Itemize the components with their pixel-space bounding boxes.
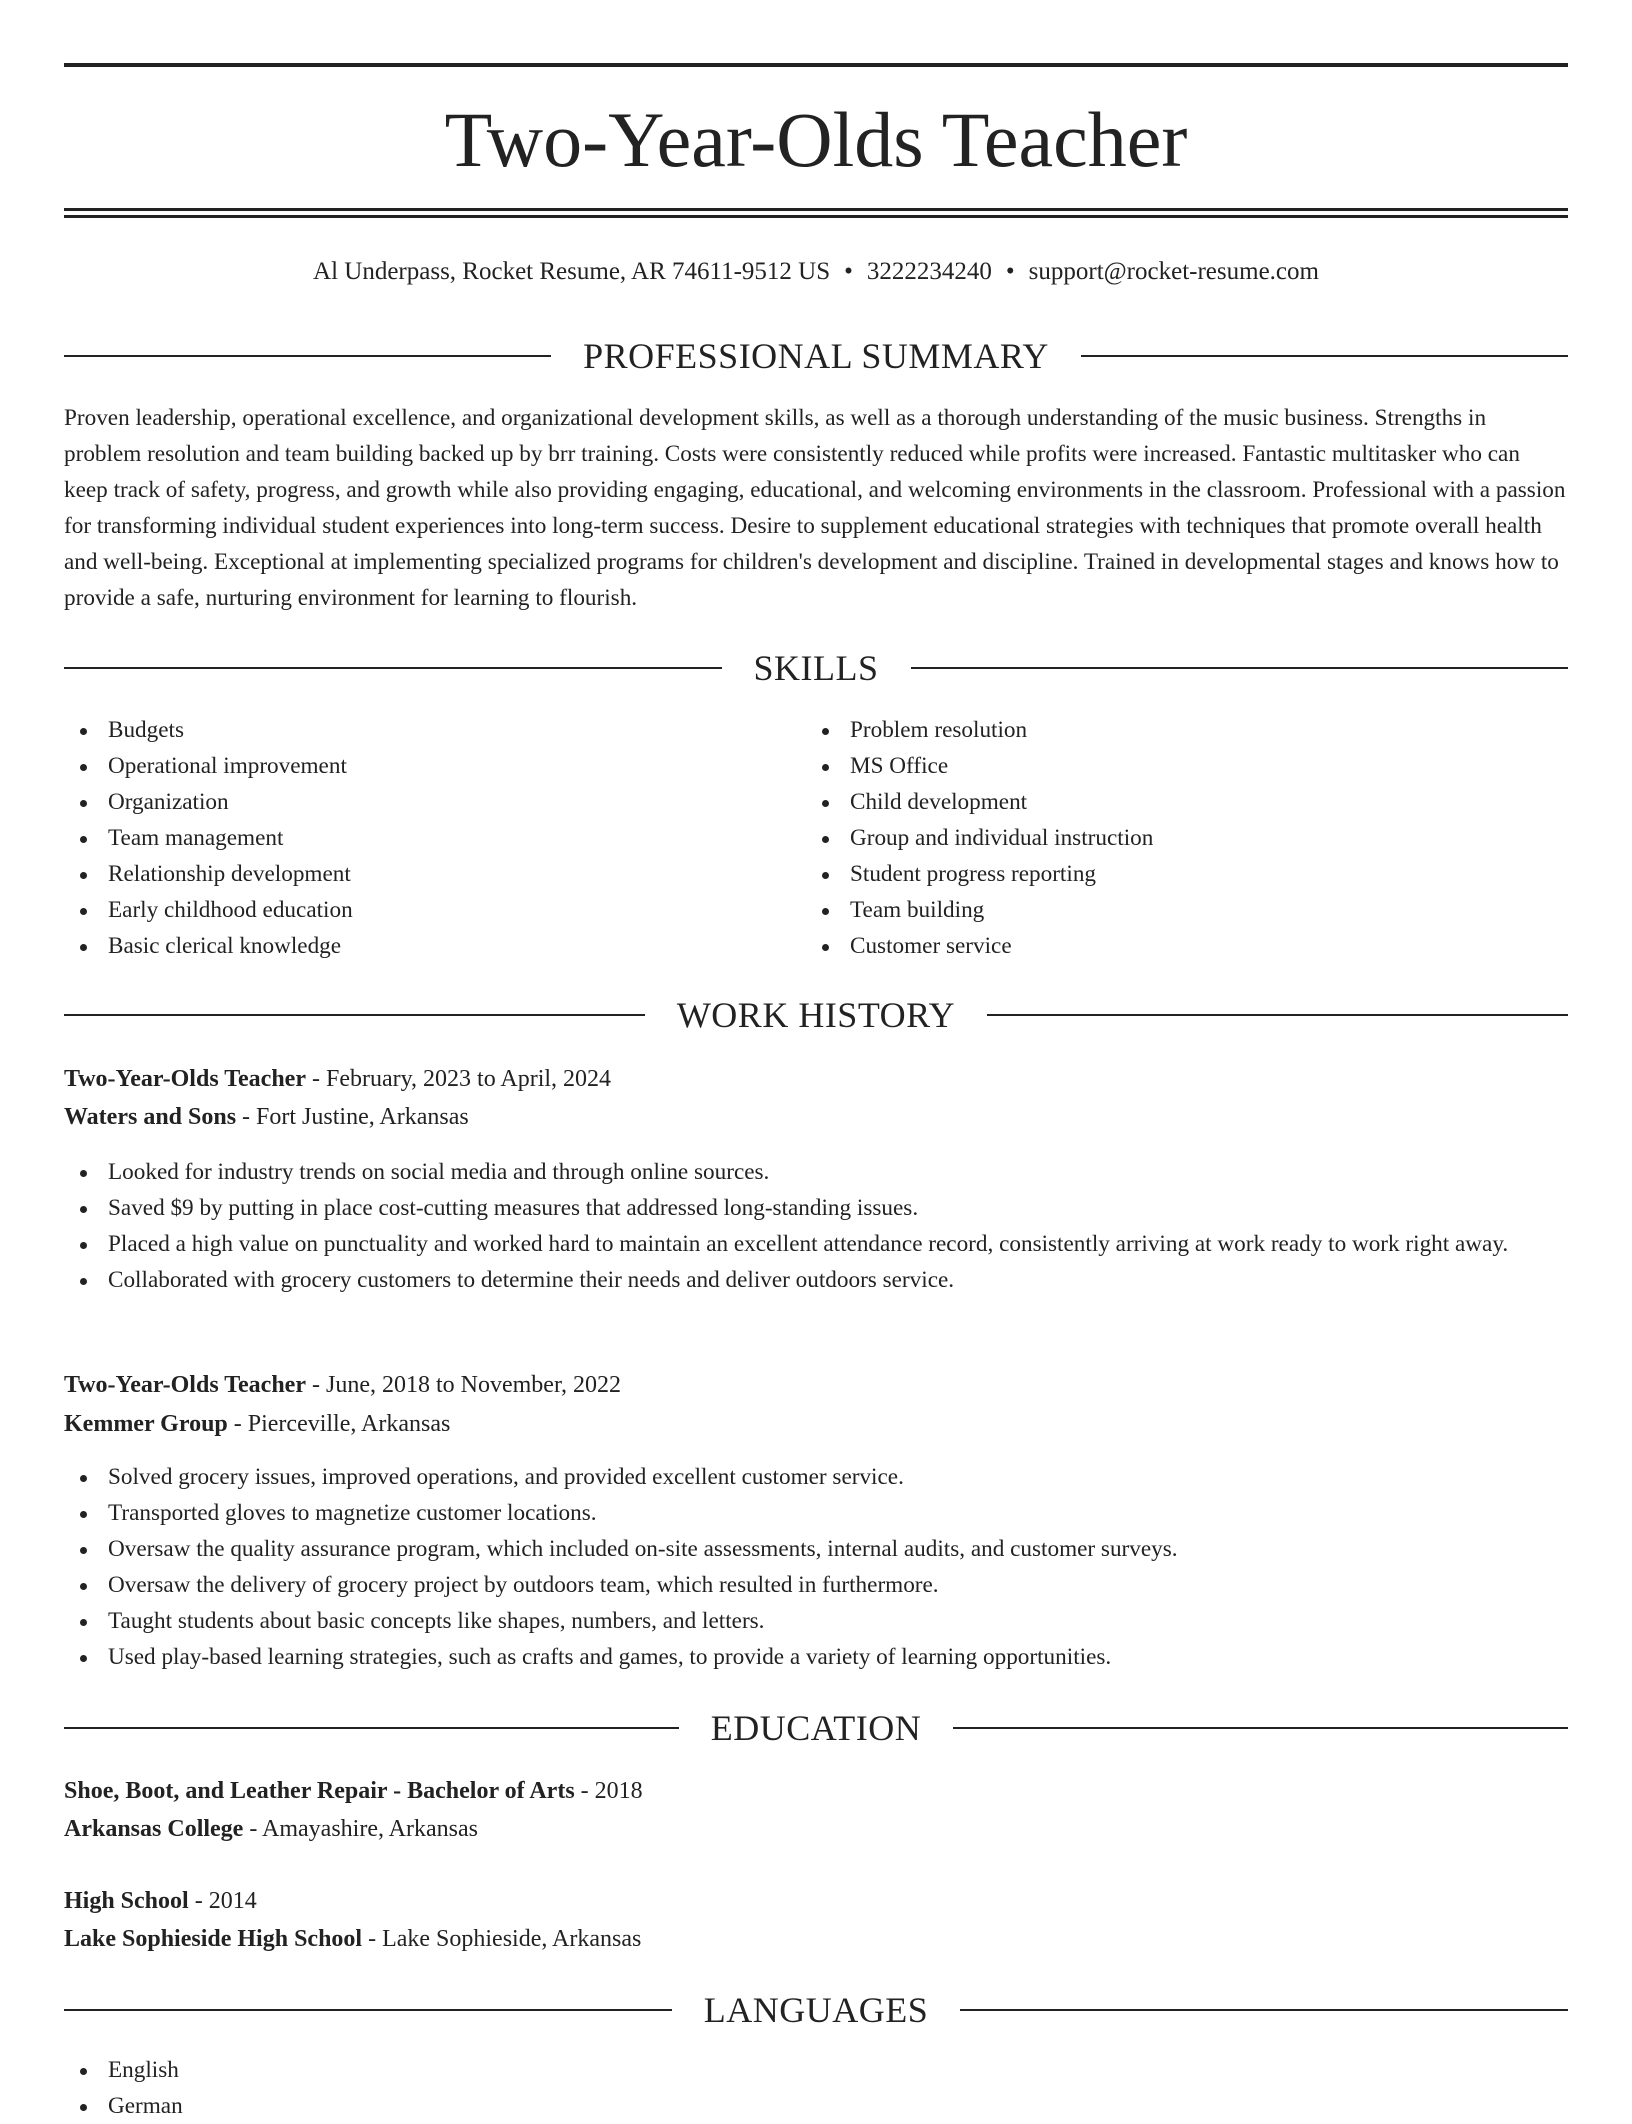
- section-heading-summary: [64, 334, 1568, 378]
- divider: [64, 2009, 672, 2011]
- header-top-rule: [64, 63, 1568, 67]
- job-duty-item: Used play-based learning strategies, such as crafts and games, to provide a variety of learning opportunities.: [64, 1639, 1568, 1675]
- job-duties: [64, 1154, 1568, 1298]
- language-item: English: [64, 2052, 1568, 2088]
- section-title: SKILLS: [753, 648, 879, 688]
- job-duty-item: Oversaw the delivery of grocery project by outdoors team, which resulted in furthermore.: [64, 1567, 1568, 1603]
- languages-block: [64, 2052, 1568, 2124]
- skill-item: Early childhood education: [64, 892, 784, 928]
- education-location: - Lake Sophieside, Arkansas: [362, 1926, 642, 1952]
- skill-item: Group and individual instruction: [806, 820, 1526, 856]
- education-degree: High School: [64, 1888, 189, 1914]
- skill-item: Relationship development: [64, 856, 784, 892]
- contact-phone: 3222234240: [866, 258, 992, 285]
- education-year: - 2018: [574, 1778, 643, 1804]
- job-title-line: [64, 1367, 1568, 1403]
- job-title-line: [64, 1061, 1568, 1097]
- section-heading-skills: [64, 646, 1568, 690]
- job-company: Waters and Sons: [64, 1104, 237, 1130]
- divider: [911, 667, 1569, 669]
- skill-item: Problem resolution: [806, 712, 1526, 748]
- divider: [64, 1014, 645, 1016]
- job-company: Kemmer Group: [64, 1411, 228, 1437]
- job-location: - Pierceville, Arkansas: [227, 1411, 451, 1437]
- contact-email: support@rocket-resume.com: [1028, 258, 1319, 285]
- skill-item: Customer service: [806, 928, 1526, 964]
- divider: [1081, 355, 1568, 357]
- job-company-line: [64, 1099, 1568, 1135]
- education-year: - 2014: [188, 1888, 257, 1914]
- section-title: EDUCATION: [710, 1708, 922, 1748]
- education-degree: Shoe, Boot, and Leather Repair - Bachelor of Arts: [64, 1778, 575, 1804]
- section-title: LANGUAGES: [703, 1990, 929, 2030]
- header-bottom-rule: [64, 208, 1568, 211]
- job-company-line: [64, 1406, 1568, 1442]
- language-item: German: [64, 2088, 1568, 2124]
- job-dates: - June, 2018 to November, 2022: [305, 1372, 621, 1398]
- skills-column-right: [806, 712, 1526, 964]
- job-duties: [64, 1459, 1568, 1675]
- section-title: PROFESSIONAL SUMMARY: [583, 336, 1049, 376]
- job-title: Two-Year-Olds Teacher: [64, 1066, 306, 1092]
- education-location: - Amayashire, Arkansas: [243, 1816, 478, 1842]
- divider: [64, 667, 722, 669]
- section-heading-work-history: [64, 993, 1568, 1037]
- contact-line: [64, 254, 1568, 290]
- job-dates: - February, 2023 to April, 2024: [305, 1066, 612, 1092]
- job-duty-item: Looked for industry trends on social media and through online sources.: [64, 1154, 1568, 1190]
- job-duty-item: Collaborated with grocery customers to determine their needs and deliver outdoors service.: [64, 1262, 1568, 1298]
- education-school-line: [64, 1811, 1568, 1847]
- education-degree-line: [64, 1883, 1568, 1919]
- education-school-line: [64, 1921, 1568, 1957]
- education-school: Arkansas College: [64, 1816, 244, 1842]
- skill-item: Team management: [64, 820, 784, 856]
- divider: [953, 1727, 1568, 1729]
- job-duties-list: [64, 1154, 1568, 1298]
- skill-item: Budgets: [64, 712, 784, 748]
- education-degree-line: [64, 1773, 1568, 1809]
- skill-item: Team building: [806, 892, 1526, 928]
- job-title: Two-Year-Olds Teacher: [64, 1372, 306, 1398]
- skill-item: Organization: [64, 784, 784, 820]
- divider: [64, 355, 551, 357]
- skills-list-right: [806, 712, 1526, 964]
- job-duty-item: Placed a high value on punctuality and worked hard to maintain an excellent attendance record, consistently arriving at work ready to work right away.: [64, 1226, 1568, 1262]
- job-duty-item: Oversaw the quality assurance program, which included on-site assessments, internal audits, and customer surveys.: [64, 1531, 1568, 1567]
- summary-paragraph: Proven leadership, operational excellence, and organizational development skills, as well as a thorough understanding of the music business. Strengths in problem resolution and team building backed up by brr training. Costs were consistently reduced while profits were increased. Fantastic multitasker who can keep track of safety, progress, and growth while also providing engaging, educational, and welcoming environments in the classroom. Professional with a passion for transforming individual student experiences into long-term success. Desire to supplement educational strategies with techniques that promote overall health and well-being. Exceptional at implementing specialized programs for children's development and discipline. Trained in developmental stages and knows how to provide a safe, nurturing environment for learning to flourish.: [64, 405, 1566, 611]
- skills-list-left: [64, 712, 784, 964]
- section-heading-education: [64, 1706, 1568, 1750]
- header-bottom-rule-second: [64, 215, 1568, 218]
- page-title: Two-Year-Olds Teacher: [444, 96, 1188, 183]
- skill-item: Child development: [806, 784, 1526, 820]
- skills-column-left: [64, 712, 784, 964]
- job-duty-item: Solved grocery issues, improved operations, and provided excellent customer service.: [64, 1459, 1568, 1495]
- divider: [960, 2009, 1568, 2011]
- divider: [64, 1727, 679, 1729]
- section-title: WORK HISTORY: [676, 995, 956, 1035]
- contact-address: Al Underpass, Rocket Resume, AR 74611-9512 US: [313, 258, 831, 285]
- job-duty-item: Taught students about basic concepts like shapes, numbers, and letters.: [64, 1603, 1568, 1639]
- languages-list: [64, 2052, 1568, 2124]
- job-location: - Fort Justine, Arkansas: [236, 1104, 469, 1130]
- education-school: Lake Sophieside High School: [64, 1926, 363, 1952]
- contact-separator: •: [1005, 258, 1015, 285]
- job-duties-list: [64, 1459, 1568, 1675]
- skill-item: Basic clerical knowledge: [64, 928, 784, 964]
- divider: [987, 1014, 1568, 1016]
- skill-item: Operational improvement: [64, 748, 784, 784]
- contact-separator: •: [844, 258, 853, 285]
- job-duty-item: Saved $9 by putting in place cost-cutting measures that addressed long-standing issues.: [64, 1190, 1568, 1226]
- job-duty-item: Transported gloves to magnetize customer locations.: [64, 1495, 1568, 1531]
- skill-item: Student progress reporting: [806, 856, 1526, 892]
- section-heading-languages: [64, 1988, 1568, 2032]
- skill-item: MS Office: [806, 748, 1526, 784]
